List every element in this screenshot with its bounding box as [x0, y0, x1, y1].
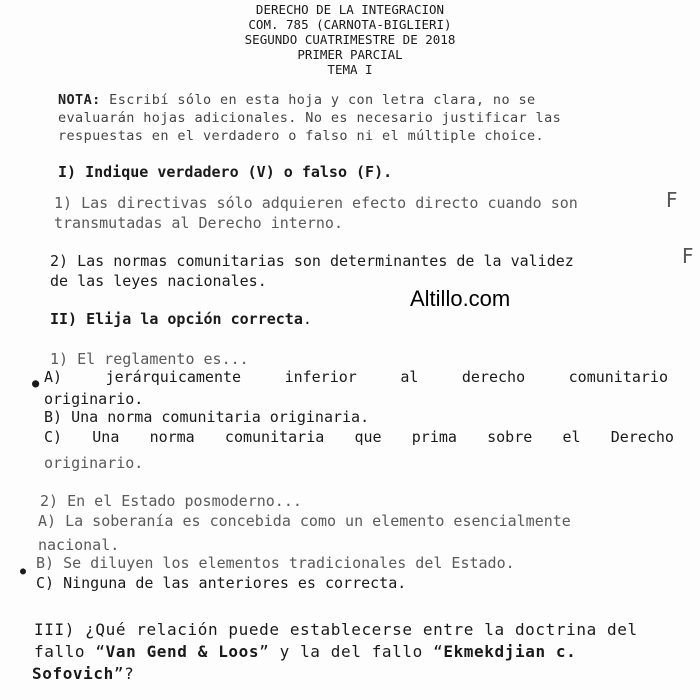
watermark: Altillo.com — [410, 286, 511, 311]
exam-name: PRIMER PARCIAL — [297, 47, 403, 62]
q3-text-mid: ” y la del fallo “ — [259, 642, 444, 661]
s1-q1-line-1: 1) Las directivas sólo adquieren efecto directo cuando son — [54, 194, 578, 212]
option-c-word: sobre — [487, 428, 533, 446]
course-term: SEGUNDO CUATRIMESTRE DE 2018 — [244, 32, 456, 47]
section-2-title-suffix: . — [302, 310, 312, 328]
course-commission: COM. 785 (CARNOTA-BIGLIERI) — [248, 17, 452, 32]
s1-q1-handwritten-answer: F — [666, 188, 678, 212]
option-a-word: al — [400, 368, 419, 386]
s2-q1-option-b: B) Una norma comunitaria originaria. — [44, 408, 370, 426]
s2-q1-option-a-line-1 — [44, 370, 668, 385]
section-2-title-bold: correcta — [230, 310, 303, 328]
nota-text-1: Escribí sólo en esta hoja y con letra clara, no se — [109, 92, 536, 108]
option-a-word: inferior — [284, 368, 357, 386]
option-c-word: comunitaria — [224, 428, 325, 446]
section-3-line-1: III) ¿Qué relación puede establecerse entre la doctrina del — [34, 620, 638, 639]
option-a-word: comunitario — [568, 368, 668, 386]
selected-answer-dot: ● — [20, 566, 27, 577]
selected-answer-dot: ● — [32, 376, 40, 390]
s2-q2-option-b: B) Se diluyen los elementos tradicionales del Estado. — [36, 554, 515, 572]
case-van-gend-loos: Van Gend & Loos — [105, 642, 260, 661]
s2-q2-option-a-line-2: nacional. — [38, 536, 120, 554]
option-c-word: prima — [411, 428, 457, 446]
case-ekmekdjian: Ekmekdjian c. — [443, 642, 577, 661]
option-a-word: derecho — [461, 368, 526, 386]
section-2-title-prefix: II) Elija la opción — [50, 310, 231, 328]
s2-q2-option-c: C) Ninguna de las anteriores es correcta. — [36, 574, 407, 592]
s2-q2-stem: 2) En el Estado posmoderno... — [40, 492, 302, 510]
nota-label: NOTA: — [58, 92, 101, 108]
s1-q2-line-2: de las leyes nacionales. — [50, 272, 267, 290]
option-c-word: que — [354, 428, 382, 446]
q3-text-prefix: fallo “ — [34, 642, 106, 661]
section-3-line-2 — [34, 644, 576, 660]
s2-q1-option-c-line-1 — [44, 430, 674, 445]
section-3-line-3 — [32, 666, 134, 682]
s1-q2-handwritten-answer: F — [682, 244, 694, 268]
nota-line-3: respuestas en el verdadero o falso ni el múltiple choice. — [58, 128, 545, 144]
option-a-label: A) — [44, 368, 63, 386]
option-a-word: jerárquicamente — [105, 368, 242, 386]
section-1-title: I) Indique verdadero (V) o falso (F). — [58, 163, 393, 181]
s1-q1-line-2: transmutadas al Derecho interno. — [54, 214, 343, 232]
s2-q1-option-c-line-2: originario. — [44, 454, 144, 472]
s2-q1-stem: 1) El reglamento es... — [50, 350, 249, 368]
s2-q1-option-a-line-2: originario. — [44, 390, 144, 408]
option-c-word: norma — [149, 428, 195, 446]
option-c-word: Derecho — [610, 428, 674, 446]
exam-header — [170, 2, 530, 77]
nota-line-2: evaluarán hojas adicionales. No es necesario justificar las — [58, 110, 562, 126]
course-title: DERECHO DE LA INTEGRACION — [255, 2, 445, 17]
option-c-word: Una — [92, 428, 120, 446]
option-c-label: C) — [44, 428, 63, 446]
s2-q2-option-a-line-1: A) La soberanía es concebida como un elemento esencialmente — [38, 512, 571, 530]
s1-q2-line-1: 2) Las normas comunitarias son determinantes de la validez — [50, 252, 574, 270]
section-2-title — [50, 312, 312, 327]
nota-line-1 — [58, 94, 536, 108]
option-c-word: el — [562, 428, 581, 446]
q3-text-suffix: ”? — [113, 664, 135, 683]
exam-theme: TEMA I — [327, 62, 373, 77]
case-sofovich: Sofovich — [32, 664, 114, 683]
